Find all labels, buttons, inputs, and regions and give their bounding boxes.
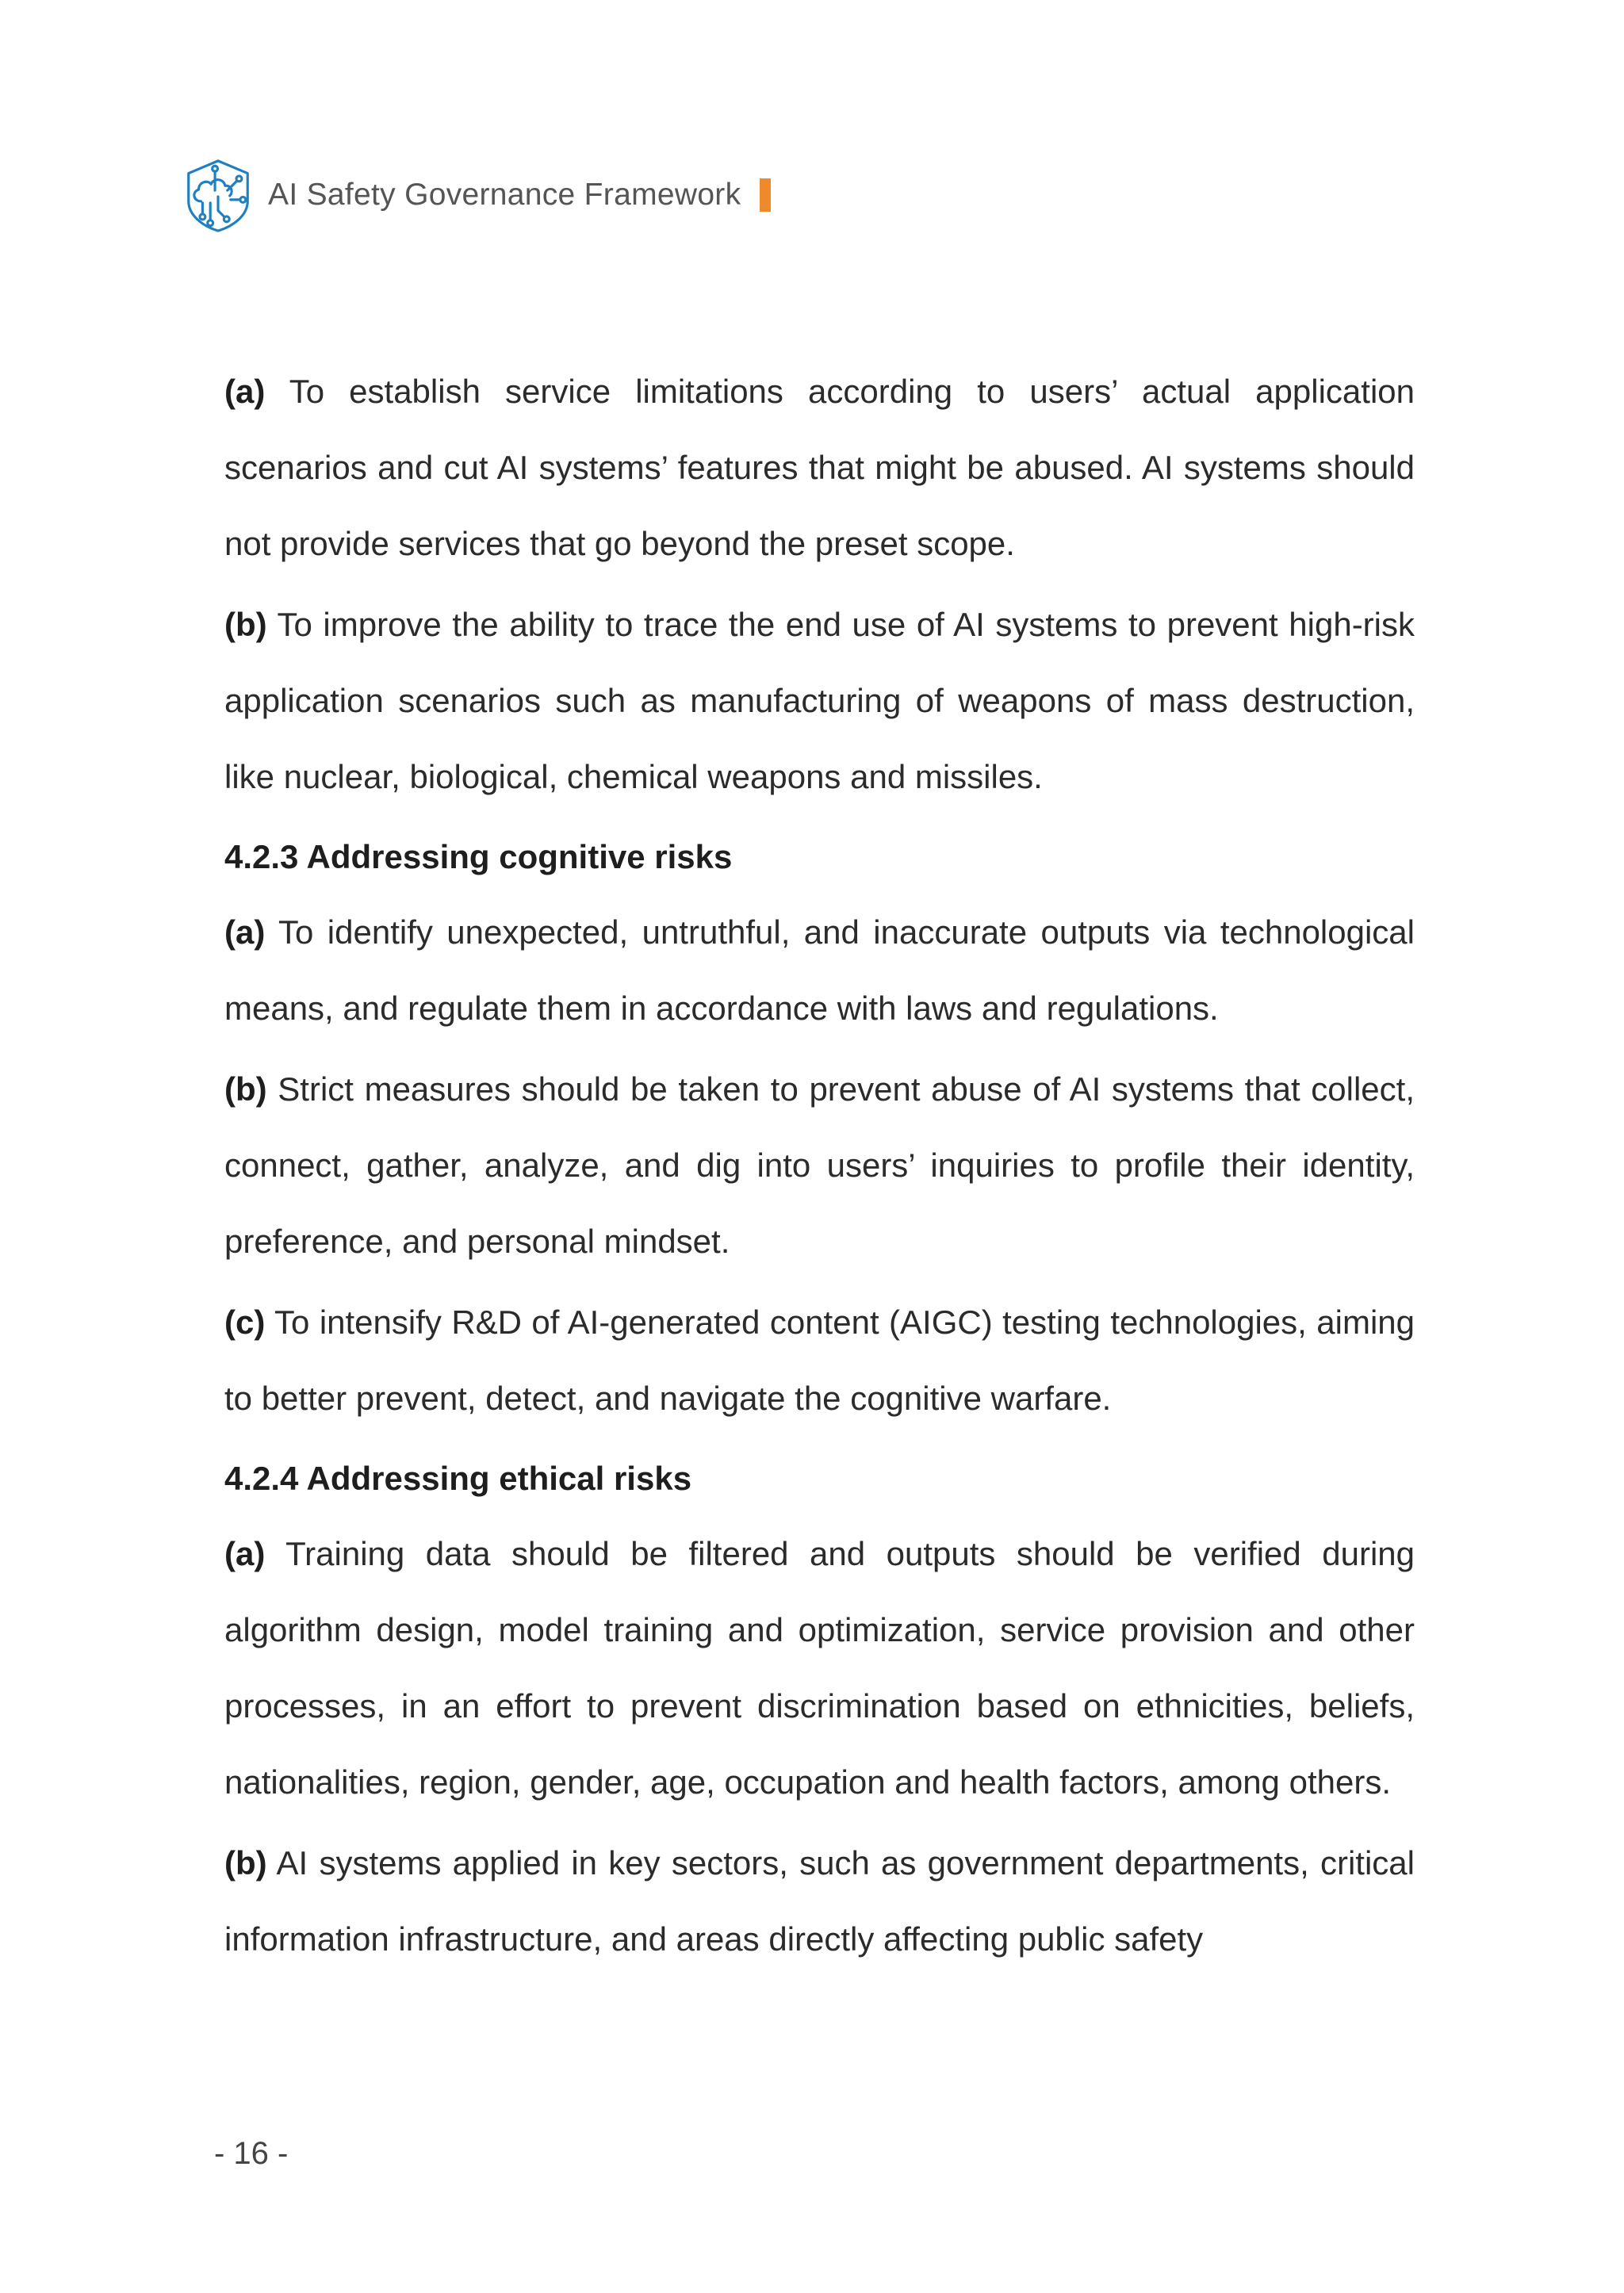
item-label: (b) xyxy=(224,1070,267,1108)
paragraph-a-training-data xyxy=(224,1516,1415,1820)
item-label: (b) xyxy=(224,1844,267,1881)
page-header xyxy=(179,155,771,235)
page-number: - 16 - xyxy=(214,2136,289,2171)
cloud-circuit-shield-icon xyxy=(179,156,257,234)
section-heading-ethical-risks: 4.2.4 Addressing ethical risks xyxy=(224,1460,692,1497)
page-body xyxy=(224,354,1415,1982)
paragraph-text: Training data should be filtered and outputs should be verified during algorithm design, model training and optimization, service provision and other processes, in an effort to prevent discrimination based on ethnicities, beliefs, nationalities, region, gender, age, occupation and health factors, among others. xyxy=(224,1535,1415,1801)
paragraph-c-aigc-testing xyxy=(224,1284,1415,1437)
item-label: (b) xyxy=(224,606,267,643)
item-label: (a) xyxy=(224,1535,266,1572)
paragraph-text: To establish service limitations according to users’ actual application scenarios and cut AI systems’ features that might be abused. AI systems should not provide services that go beyond the preset scope. xyxy=(224,373,1415,562)
paragraph-a-identify-outputs xyxy=(224,894,1415,1047)
paragraph-text: Strict measures should be taken to prevent abuse of AI systems that collect, connect, gather, analyze, and dig into users’ inquiries to profile their identity, preference, and personal mindset. xyxy=(224,1070,1415,1260)
item-label: (c) xyxy=(224,1303,266,1341)
item-label: (a) xyxy=(224,913,266,951)
paragraph-b-trace-end-use xyxy=(224,587,1415,815)
item-label: (a) xyxy=(224,373,266,410)
document-title: AI Safety Governance Framework xyxy=(268,178,741,212)
paragraph-a-service-limitations xyxy=(224,354,1415,582)
header-accent-bar xyxy=(760,178,771,212)
section-heading-cognitive-risks: 4.2.3 Addressing cognitive risks xyxy=(224,838,733,875)
paragraph-b-prevent-profiling xyxy=(224,1051,1415,1280)
paragraph-text: To intensify R&D of AI-generated content (AIGC) testing technologies, aiming to better prevent, detect, and navigate the cognitive warfare. xyxy=(224,1303,1415,1417)
paragraph-text: To improve the ability to trace the end use of AI systems to prevent high-risk application scenarios such as manufacturing of weapons of mass destruction, like nuclear, biological, chemical weapons and missiles. xyxy=(224,606,1415,795)
paragraph-b-key-sectors xyxy=(224,1825,1415,1977)
paragraph-text: To identify unexpected, untruthful, and inaccurate outputs via technological means, and regulate them in accordance with laws and regulations. xyxy=(224,913,1415,1027)
paragraph-text: AI systems applied in key sectors, such as government departments, critical information infrastructure, and areas directly affecting public safety xyxy=(224,1844,1415,1958)
